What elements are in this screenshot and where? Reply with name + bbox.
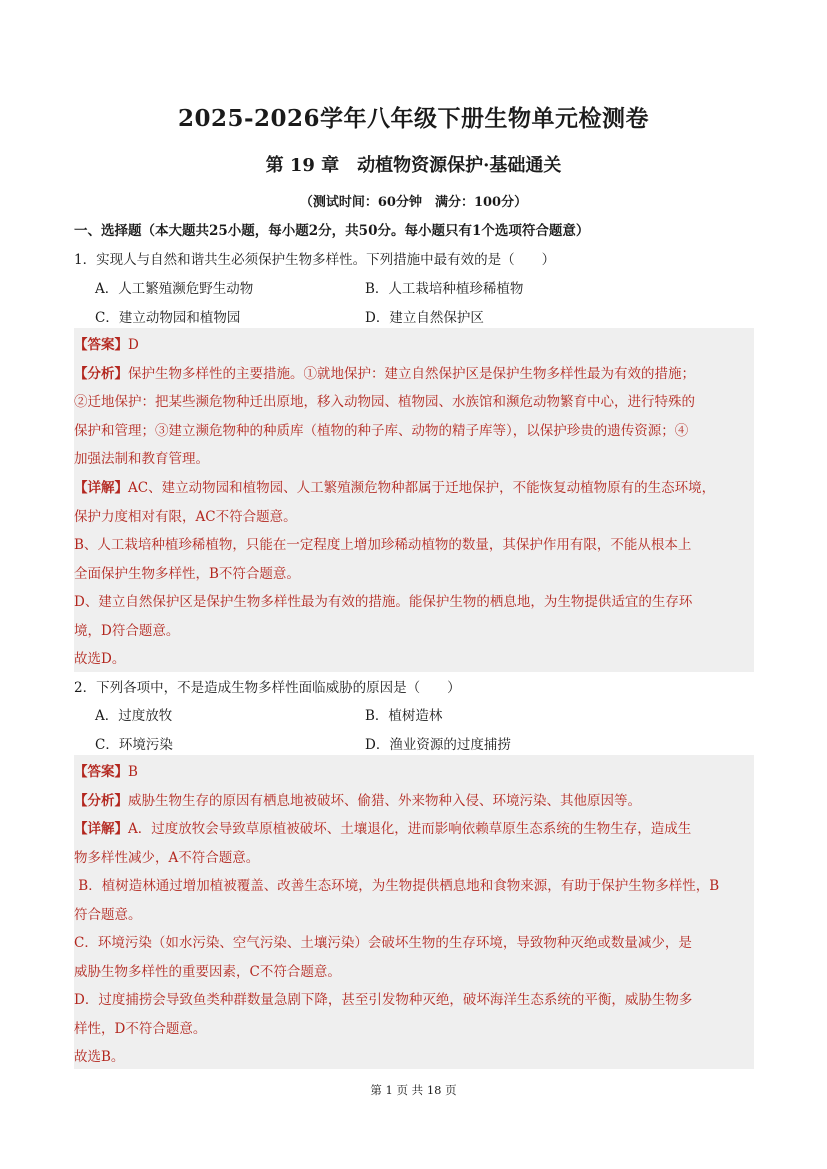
detail-line xyxy=(74,817,691,837)
analysis-text: 加强法制和教育管理。 xyxy=(74,451,209,467)
question-1-answer-block xyxy=(74,328,754,672)
detail-text: 境，D符合题意。 xyxy=(74,623,180,639)
answer-tag: 【答案】 xyxy=(74,337,128,353)
detail-line xyxy=(74,476,715,496)
question-2-option-a: A．过度放牧 xyxy=(95,708,173,724)
question-1-option-b: B．人工栽培种植珍稀植物 xyxy=(365,281,524,297)
detail-text: 故选B。 xyxy=(74,1049,125,1065)
section-title: 一、选择题（本大题共25小题，每小题2分，共50分。每小题只有1个选项符合题意） xyxy=(74,223,590,239)
detail-text: 物多样性减少，A不符合题意。 xyxy=(74,850,260,866)
analysis-text: 威胁生物生存的原因有栖息地被破坏、偷猎、外来物种入侵、环境污染、其他原因等。 xyxy=(128,793,641,809)
answer-line xyxy=(74,333,139,353)
detail-text: 威胁生物多样性的重要因素，C不符合题意。 xyxy=(74,964,341,980)
answer-value: D xyxy=(128,337,139,353)
detail-text: C．环境污染（如水污染、空气污染、土壤污染）会破坏生物的生存环境，导致物种灭绝或数量减少，是 xyxy=(74,935,692,951)
page-footer: 第 1 页 共 18 页 xyxy=(370,1083,457,1097)
chapter-subtitle: 第 19 章 动植物资源保护·基础通关 xyxy=(265,155,562,176)
analysis-tag: 【分析】 xyxy=(74,366,128,382)
analysis-text: ②迁地保护：把某些濒危物种迁出原地，移入动物园、植物园、水族馆和濒危动物繁育中心，进行特殊的 xyxy=(74,394,695,410)
page-title: 2025-2026学年八年级下册生物单元检测卷 xyxy=(177,105,650,132)
answer-value: B xyxy=(128,764,138,780)
analysis-line xyxy=(74,789,641,809)
detail-text: 符合题意。 xyxy=(74,907,142,923)
answer-tag: 【答案】 xyxy=(74,764,128,780)
question-1-stem: 1．实现人与自然和谐共生必须保护生物多样性。下列措施中最有效的是（ ） xyxy=(74,252,556,268)
question-1-option-c: C．建立动物园和植物园 xyxy=(95,310,241,326)
analysis-tag: 【分析】 xyxy=(74,793,128,809)
answer-line xyxy=(74,760,138,780)
test-meta: （测试时间：60分钟 满分：100分） xyxy=(299,195,528,210)
detail-text: AC、建立动物园和植物园、人工繁殖濒危物种都属于迁地保护，不能恢复动植物原有的生态环境， xyxy=(128,480,716,496)
detail-text: 全面保护生物多样性，B不符合题意。 xyxy=(74,566,300,582)
analysis-line xyxy=(74,362,695,382)
analysis-text: 保护生物多样性的主要措施。①就地保护：建立自然保护区是保护生物多样性最为有效的措施； xyxy=(128,366,695,382)
detail-text: D、建立自然保护区是保护生物多样性最为有效的措施。能保护生物的栖息地，为生物提供适宜的生存环 xyxy=(74,594,693,610)
detail-text: D．过度捕捞会导致鱼类种群数量急剧下降，甚至引发物种灭绝，破坏海洋生态系统的平衡，威胁生物多 xyxy=(74,992,693,1008)
question-2-stem: 2．下列各项中，不是造成生物多样性面临威胁的原因是（ ） xyxy=(74,680,461,696)
detail-tag: 【详解】 xyxy=(74,480,128,496)
detail-text: B．植树造林通过增加植被覆盖、改善生态环境，为生物提供栖息地和食物来源，有助于保护生物多样性，B xyxy=(74,878,720,894)
question-2-option-c: C．环境污染 xyxy=(95,737,173,753)
detail-text: 样性，D不符合题意。 xyxy=(74,1021,207,1037)
analysis-text: 保护和管理；③建立濒危物种的种质库（植物的种子库、动物的精子库等），以保护珍贵的遗传资源；④ xyxy=(74,423,689,439)
question-1-option-a: A．人工繁殖濒危野生动物 xyxy=(95,281,254,297)
detail-tag: 【详解】 xyxy=(74,821,128,837)
detail-text: A．过度放牧会导致草原植被破坏、土壤退化，进而影响依赖草原生态系统的生物生存，造成生 xyxy=(128,821,692,837)
question-2-option-b: B．植树造林 xyxy=(365,708,443,724)
question-2-answer-block xyxy=(74,755,754,1069)
question-1-option-d: D．建立自然保护区 xyxy=(365,310,484,326)
detail-text: 保护力度相对有限，AC不符合题意。 xyxy=(74,509,297,525)
detail-text: B、人工栽培种植珍稀植物，只能在一定程度上增加珍稀动植物的数量，其保护作用有限，不能从根本上 xyxy=(74,537,692,553)
question-2-option-d: D．渔业资源的过度捕捞 xyxy=(365,737,511,753)
detail-text: 故选D。 xyxy=(74,651,126,667)
